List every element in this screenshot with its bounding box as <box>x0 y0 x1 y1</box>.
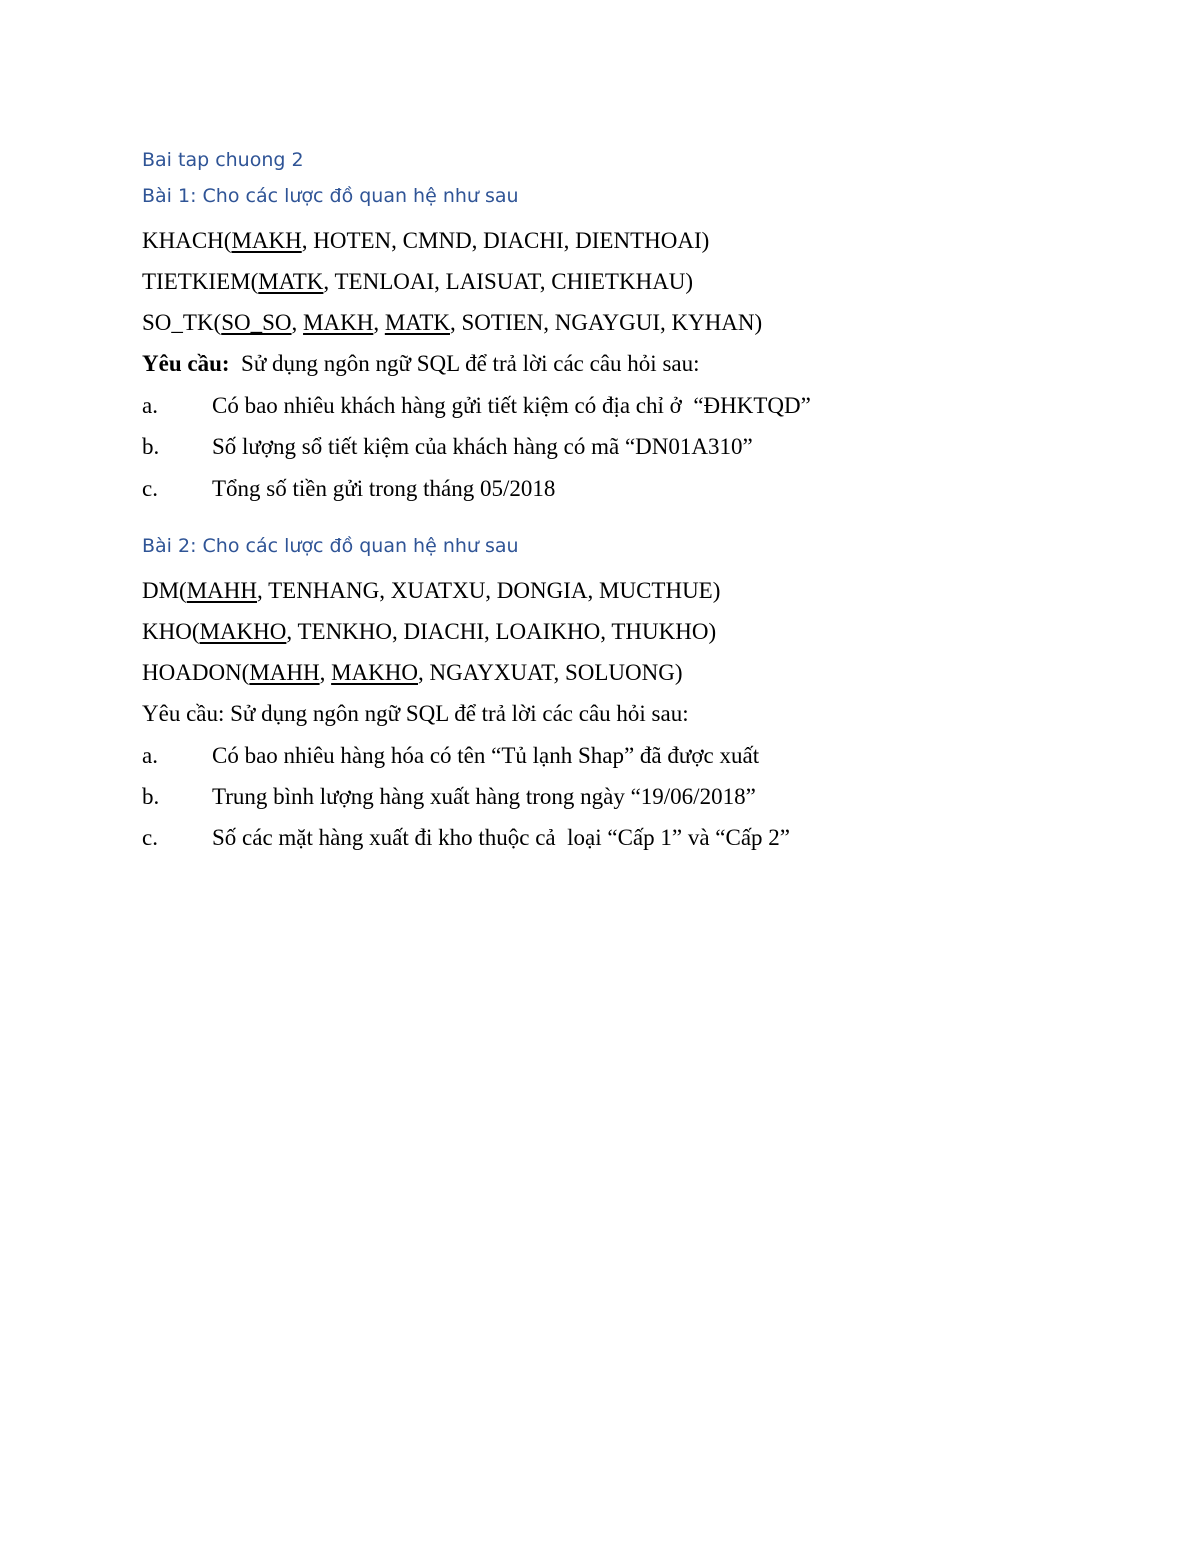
requirement-text: Sử dụng ngôn ngữ SQL để trả lời các câu hỏi sau: <box>229 351 700 376</box>
primary-key: MAKHO <box>331 660 418 685</box>
question-1c <box>142 477 555 500</box>
requirement-label: Yêu cầu: <box>142 351 230 376</box>
question-text: Số các mặt hàng xuất đi kho thuộc cả loại “Cấp 1” và “Cấp 2” <box>212 825 790 850</box>
schema-tietkiem <box>142 270 693 293</box>
primary-key: MAHH <box>249 660 320 685</box>
relation-attributes: , TENHANG, XUATXU, DONGIA, MUCTHUE) <box>257 578 721 603</box>
question-text: Trung bình lượng hàng xuất hàng trong ngày “19/06/2018” <box>212 784 756 809</box>
relation-attributes: , TENKHO, DIACHI, LOAIKHO, THUKHO) <box>286 619 717 644</box>
question-1b <box>142 435 753 458</box>
primary-key: SO_SO <box>221 310 292 335</box>
relation-name: KHACH( <box>142 228 232 253</box>
relation-attributes: , SOTIEN, NGAYGUI, KYHAN) <box>450 310 763 335</box>
exercise-2-heading: Bài 2: Cho các lược đồ quan hệ như sau <box>142 535 519 557</box>
relation-name: DM( <box>142 578 187 603</box>
separator: , <box>291 310 304 335</box>
relation-attributes: , TENLOAI, LAISUAT, CHIETKHAU) <box>323 269 694 294</box>
list-marker: c. <box>142 476 158 501</box>
question-text: Tổng số tiền gửi trong tháng 05/2018 <box>212 476 556 501</box>
schema-kho <box>142 620 716 643</box>
primary-key: MAKH <box>303 310 374 335</box>
schema-khach <box>142 229 709 252</box>
exercise-1-heading: Bài 1: Cho các lược đồ quan hệ như sau <box>142 185 519 207</box>
question-2a <box>142 744 759 767</box>
question-2c <box>142 826 790 849</box>
question-2b <box>142 785 756 808</box>
question-text: Có bao nhiêu khách hàng gửi tiết kiệm có địa chỉ ở “ĐHKTQD” <box>212 393 811 418</box>
requirement-2: Yêu cầu: Sử dụng ngôn ngữ SQL để trả lời các câu hỏi sau: <box>142 701 689 726</box>
relation-name: HOADON( <box>142 660 250 685</box>
separator: , <box>319 660 332 685</box>
list-marker: b. <box>142 784 160 809</box>
relation-attributes: , NGAYXUAT, SOLUONG) <box>418 660 683 685</box>
schema-dm <box>142 579 720 602</box>
primary-key: MAHH <box>186 578 258 603</box>
relation-name: SO_TK( <box>142 310 222 335</box>
list-marker: a. <box>142 743 158 768</box>
document-title: Bai tap chuong 2 <box>142 149 304 171</box>
schema-hoadon <box>142 661 683 684</box>
primary-key: MAKH <box>231 228 302 253</box>
requirement-1 <box>142 352 700 375</box>
primary-key: MAKHO <box>199 619 287 644</box>
question-text: Số lượng sổ tiết kiệm của khách hàng có mã “DN01A310” <box>212 434 753 459</box>
relation-name: TIETKIEM( <box>142 269 259 294</box>
relation-name: KHO( <box>142 619 200 644</box>
separator: , <box>373 310 385 335</box>
question-1a <box>142 394 811 417</box>
question-text: Có bao nhiêu hàng hóa có tên “Tủ lạnh Shap” đã được xuất <box>212 743 760 768</box>
primary-key: MATK <box>384 310 450 335</box>
list-marker: a. <box>142 393 158 418</box>
schema-so-tk <box>142 311 762 334</box>
primary-key: MATK <box>258 269 324 294</box>
relation-attributes: , HOTEN, CMND, DIACHI, DIENTHOAI) <box>301 228 710 253</box>
list-marker: c. <box>142 825 158 850</box>
list-marker: b. <box>142 434 160 459</box>
